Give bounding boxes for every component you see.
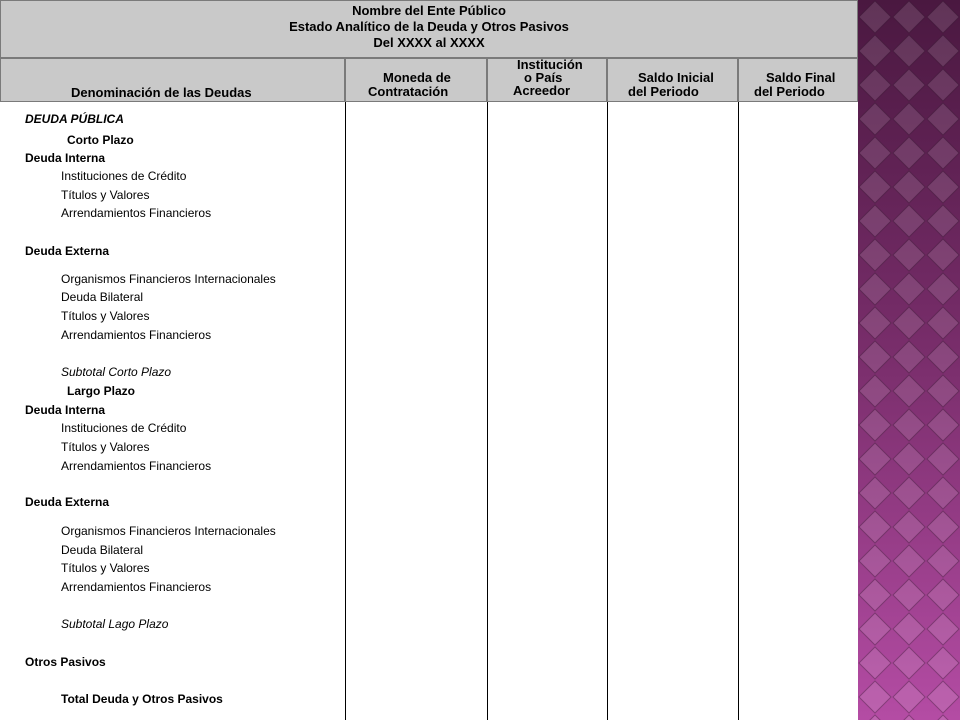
row-lp-organismos: Organismos Financieros Internacionales (61, 524, 276, 538)
column-divider (738, 102, 739, 720)
column-label-saldo-inicial-2: del Periodo (628, 84, 699, 99)
column-label-denominacion: Denominación de las Deudas (71, 85, 252, 100)
row-subtotal-corto-plazo: Subtotal Corto Plazo (61, 365, 172, 379)
row-cp-deuda-interna: Deuda Interna (25, 151, 106, 165)
column-label-saldo-inicial-1: Saldo Inicial (638, 70, 714, 85)
row-lp-arrendamientos: Arrendamientos Financieros (61, 459, 212, 473)
column-divider (607, 102, 608, 720)
column-divider (487, 102, 488, 720)
column-header-institucion (487, 58, 607, 102)
row-cp-ext-arrendamientos: Arrendamientos Financieros (61, 328, 212, 342)
row-cp-titulos-valores: Títulos y Valores (61, 188, 150, 202)
column-header-saldo-final (738, 58, 858, 102)
row-cp-organismos: Organismos Financieros Internacionales (61, 272, 276, 286)
row-lp-ext-arrendamientos: Arrendamientos Financieros (61, 580, 212, 594)
row-lp-instituciones-credito: Instituciones de Crédito (61, 421, 187, 435)
column-label-institucion-3: Acreedor (513, 83, 571, 98)
column-divider (345, 102, 346, 720)
statement-header (0, 0, 858, 58)
row-cp-deuda-externa: Deuda Externa (25, 244, 110, 258)
column-label-saldo-final-1: Saldo Final (766, 70, 836, 85)
row-cp-deuda-bilateral: Deuda Bilateral (61, 290, 144, 304)
row-largo-plazo: Largo Plazo (67, 384, 136, 398)
column-header-saldo-inicial (607, 58, 738, 102)
row-lp-deuda-bilateral: Deuda Bilateral (61, 543, 144, 557)
decorative-background-pattern (858, 0, 960, 720)
row-lp-deuda-interna: Deuda Interna (25, 403, 106, 417)
column-label-institucion-2: o País (524, 70, 563, 85)
column-label-saldo-final-2: del Periodo (754, 84, 825, 99)
column-label-moneda-1: Moneda de (383, 70, 451, 85)
row-subtotal-largo-plazo: Subtotal Lago Plazo (61, 617, 169, 631)
entity-name: Nombre del Ente Público (352, 3, 506, 18)
column-header-moneda (345, 58, 487, 102)
row-cp-ext-titulos-valores: Títulos y Valores (61, 309, 150, 323)
row-otros-pasivos: Otros Pasivos (25, 655, 106, 669)
statement-period: Del XXXX al XXXX (373, 35, 485, 50)
row-cp-arrendamientos: Arrendamientos Financieros (61, 206, 212, 220)
column-label-institucion-1: Institución (517, 57, 583, 72)
column-header-denominacion (0, 58, 345, 102)
row-lp-deuda-externa: Deuda Externa (25, 495, 110, 509)
statement-title: Estado Analítico de la Deuda y Otros Pasivos (289, 19, 569, 34)
row-corto-plazo: Corto Plazo (67, 133, 134, 147)
row-cp-instituciones-credito: Instituciones de Crédito (61, 169, 187, 183)
row-lp-ext-titulos-valores: Títulos y Valores (61, 561, 150, 575)
row-lp-titulos-valores: Títulos y Valores (61, 440, 150, 454)
row-total-deuda: Total Deuda y Otros Pasivos (61, 692, 223, 706)
row-deuda-publica: DEUDA PÚBLICA (25, 112, 124, 126)
column-label-moneda-2: Contratación (368, 84, 449, 99)
diamond-pattern (858, 0, 960, 720)
